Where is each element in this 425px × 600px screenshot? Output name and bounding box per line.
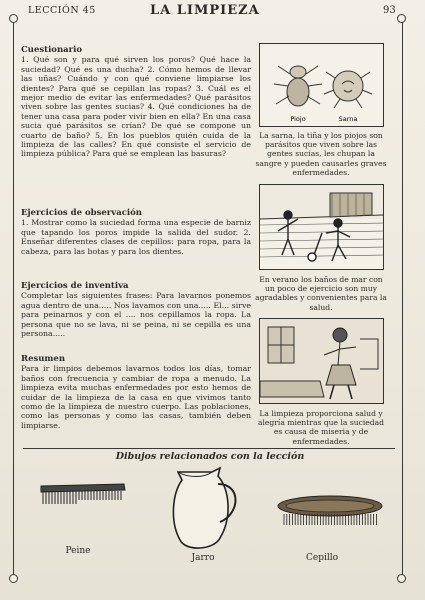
- resumen-section: [21, 355, 251, 430]
- figure-caption: En verano los baños de mar con un poco de ejercicio son muy agradables y convenientes para la salud.: [255, 275, 387, 312]
- corner-ornament: [9, 574, 18, 583]
- observacion-section: [21, 209, 251, 256]
- section-text: Para ir limpios debemos lavarnos todos los días, tomar baños con frecuencia y cambiar de ropa a menudo. La limpieza evita muchas enfermedades por esto hemos de cuidar de la limpieza de la casa en que vivimos tanto como de la limpieza de nuestro cuerpo. Las poblaciones, como las personas y como las casas, también deben limpiarse.: [21, 364, 251, 430]
- section-heading: Ejercicios de inventiva: [21, 281, 129, 291]
- figure-caption: La limpieza proporciona salud y alegría mientras que la suciedad es causa de miseria y de enfermedades.: [257, 409, 385, 446]
- section-text: 1. Qué son y para qué sirven los poros? Qué hace la suciedad? Qué es una ducha? 2. Cómo hemos de llevar las uñas? Cuándo y con qué conviene limpiarse los dientes? Para qué se cepillan las ropas? 3. Cuál es el mejor medio de evitar las enfermedades? Qué parásitos viven sobre las gentes sucias? 4. Qué condiciones ha de tener una casa para poder vivir bien en ella? En una casa sucia qué parásitos se crían? De qué se compone un cuarto de baño? 5. En los pueblos quién cuida de la limpieza de las calles? En qué consiste el servicio de limpieza pública? Para qué se emplean las basuras?: [21, 55, 251, 159]
- drawing-label: Jarro: [191, 553, 215, 563]
- figure-label: Piojo: [290, 115, 306, 123]
- cuestionario-section: [21, 46, 251, 159]
- drawings-heading: Dibujos relacionados con la lección: [115, 451, 305, 462]
- lesson-number: LECCIÓN 45: [28, 5, 96, 16]
- section-text: 1. Mostrar como la suciedad forma una especie de barniz que tapando los poros impide la salida del sudor. 2. Enseñar diferentes clases de cepillos: para ropa, para la cabeza, para las botas y para los dientes.: [21, 218, 251, 256]
- figure-caption: La sarna, la tiña y los piojos son parásitos que viven sobre las gentes sucias, les chupan la sangre y pueden causarles graves enfermedades.: [255, 131, 387, 177]
- brush-drawing: [276, 494, 384, 528]
- beach-illustration: [259, 184, 384, 270]
- bathtub-illustration: [259, 318, 384, 404]
- drawing-label: Peine: [65, 546, 91, 556]
- page-number: 93: [383, 5, 396, 16]
- figure-label: Sarna: [338, 115, 358, 123]
- section-heading: Ejercicios de observación: [21, 208, 142, 218]
- section-heading: Resumen: [21, 354, 66, 364]
- parasites-illustration: [259, 43, 384, 127]
- section-text: Completar las siguientes frases: Para lavarnos ponemos agua dentro de una..... Nos lavamos con una..... El... sirve para peinarnos y con el .... nos cepillamos la ropa. La persona que no se lava, ni se peina, ni se cepilla es una persona.....: [21, 291, 251, 339]
- inventiva-section: [21, 282, 251, 338]
- section-divider: [23, 448, 395, 449]
- comb-drawing: [38, 480, 128, 506]
- jug-drawing: [168, 466, 242, 554]
- corner-ornament: [397, 574, 406, 583]
- corner-ornament: [397, 14, 406, 23]
- section-heading: Cuestionario: [21, 45, 83, 55]
- page-title: LA LIMPIEZA: [150, 3, 260, 18]
- drawing-label: Cepillo: [305, 553, 339, 563]
- corner-ornament: [9, 14, 18, 23]
